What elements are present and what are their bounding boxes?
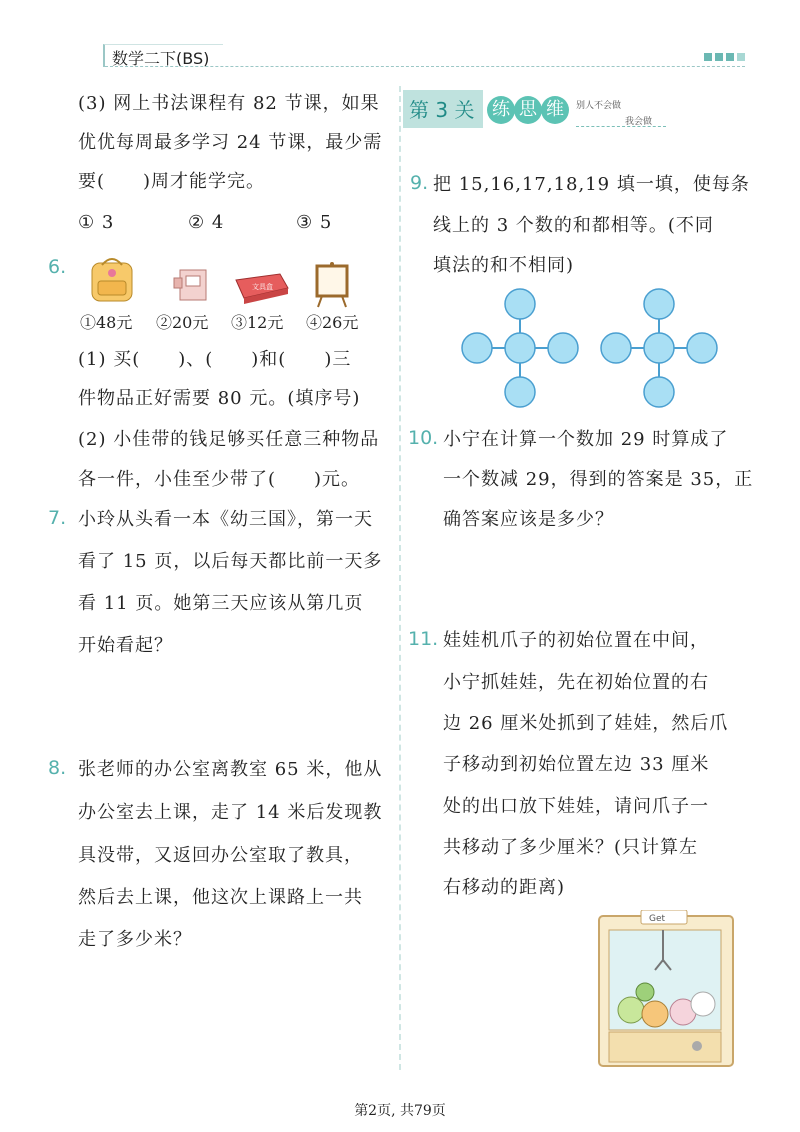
page-header-title: 数学二下(BS)	[112, 49, 210, 68]
pencil-case-icon	[234, 270, 290, 304]
blank-circle[interactable]	[505, 333, 535, 363]
q6-price-1: ①48元	[80, 313, 133, 332]
blank-circle[interactable]	[462, 333, 492, 363]
column-divider	[399, 86, 401, 1070]
q11-line-5: 处的出口放下娃娃，请问爪子一	[443, 796, 709, 817]
header-square-icon	[737, 53, 745, 61]
blank-circle[interactable]	[644, 333, 674, 363]
q6-number: 6.	[48, 256, 67, 278]
q11-line-1: 娃娃机爪子的初始位置在中间，	[443, 630, 709, 651]
q7-line-3: 看 11 页。她第三天应该从第几页	[78, 593, 364, 614]
machine-sign: Get	[649, 914, 666, 924]
blank-circle[interactable]	[687, 333, 717, 363]
claw-machine-illustration	[597, 910, 737, 1068]
q5-3-option-1: ① 3	[78, 212, 115, 233]
q8-line-2: 办公室去上课，走了 14 米后发现教	[78, 802, 383, 823]
section-underline	[576, 126, 666, 127]
q9-line-3: 填法的和不相同)	[433, 255, 575, 276]
q9-line-2: 线上的 3 个数的和都相等。(不同	[433, 215, 714, 236]
pencil-case-label: 文具盒	[252, 283, 273, 291]
q10-line-3: 确答案应该是多少？	[443, 509, 614, 530]
blank-circle[interactable]	[505, 289, 535, 319]
q7-number: 7.	[48, 507, 67, 529]
blank-circle[interactable]	[644, 377, 674, 407]
q7-line-1: 小玲从头看一本《幼三国》，第一天	[78, 509, 373, 530]
q8-line-1: 张老师的办公室离教室 65 米，他从	[78, 759, 383, 780]
q8-line-5: 走了多少米？	[78, 929, 192, 950]
section-bubble-3: 维	[541, 96, 569, 124]
q9-number: 9.	[410, 172, 429, 194]
q6-price-4: ④26元	[306, 313, 359, 332]
cross-diagram-2	[594, 286, 724, 410]
header-square-icon	[715, 53, 723, 61]
q8-number: 8.	[48, 757, 67, 779]
header-divider	[105, 66, 745, 67]
q11-line-4: 子移动到初始位置左边 33 厘米	[443, 754, 710, 775]
q10-line-1: 小宁在计算一个数加 29 时算成了	[443, 429, 729, 450]
q7-line-2: 看了 15 页，以后每天都比前一天多	[78, 551, 383, 572]
q6-line-3: (2) 小佳带的钱足够买任意三种物品	[78, 429, 380, 450]
q8-line-3: 具没带，又返回办公室取了教具，	[78, 845, 363, 866]
blank-circle[interactable]	[644, 289, 674, 319]
q6-line-1: (1) 买( )、( )和( )三	[78, 349, 352, 370]
header-square-icon	[726, 53, 734, 61]
section-label: 第 3 关	[409, 98, 475, 122]
pencil-sharpener-icon	[172, 264, 216, 306]
page-footer: 第2页, 共79页	[354, 1103, 446, 1119]
q6-line-2: 件物品正好需要 80 元。(填序号)	[78, 388, 361, 409]
drawing-board-icon	[314, 260, 350, 308]
q5-3-line-3: 要( )周才能学完。	[78, 171, 266, 192]
backpack-icon	[86, 255, 138, 305]
q10-number: 10.	[408, 427, 439, 449]
q5-3-option-3: ③ 5	[296, 212, 333, 233]
blank-circle[interactable]	[505, 377, 535, 407]
blank-circle[interactable]	[548, 333, 578, 363]
q9-line-1: 把 15,16,17,18,19 填一填，使每条	[433, 174, 750, 195]
q6-price-3: ③12元	[231, 313, 284, 332]
q5-3-option-2: ② 4	[188, 212, 225, 233]
q11-number: 11.	[408, 628, 439, 650]
section-bubble-1: 练	[487, 96, 515, 124]
q11-line-6: 共移动了多少厘米？(只计算左	[443, 837, 699, 858]
q11-line-7: 右移动的距离)	[443, 877, 566, 898]
q6-line-4: 各一件，小佳至少带了( )元。	[78, 469, 361, 490]
q8-line-4: 然后去上课，他这次上课路上一共	[78, 887, 363, 908]
q6-price-2: ②20元	[156, 313, 209, 332]
q5-3-line-2: 优优每周最多学习 24 节课，最少需	[78, 132, 383, 153]
header-square-icon	[704, 53, 712, 61]
q11-line-2: 小宁抓娃娃，先在初始位置的右	[443, 672, 709, 693]
q5-3-line-1: (3) 网上书法课程有 82 节课，如果	[78, 93, 380, 114]
cross-diagram-1	[455, 286, 585, 410]
q7-line-4: 开始看起？	[78, 635, 173, 656]
q10-line-2: 一个数减 29，得到的答案是 35，正	[443, 469, 754, 490]
blank-circle[interactable]	[601, 333, 631, 363]
section-bubble-2: 思	[514, 96, 542, 124]
q11-line-3: 边 26 厘米处抓到了娃娃，然后爪	[443, 713, 729, 734]
section-note-1: 别人不会做	[576, 101, 622, 111]
section-note-2: 我会做	[625, 117, 653, 127]
